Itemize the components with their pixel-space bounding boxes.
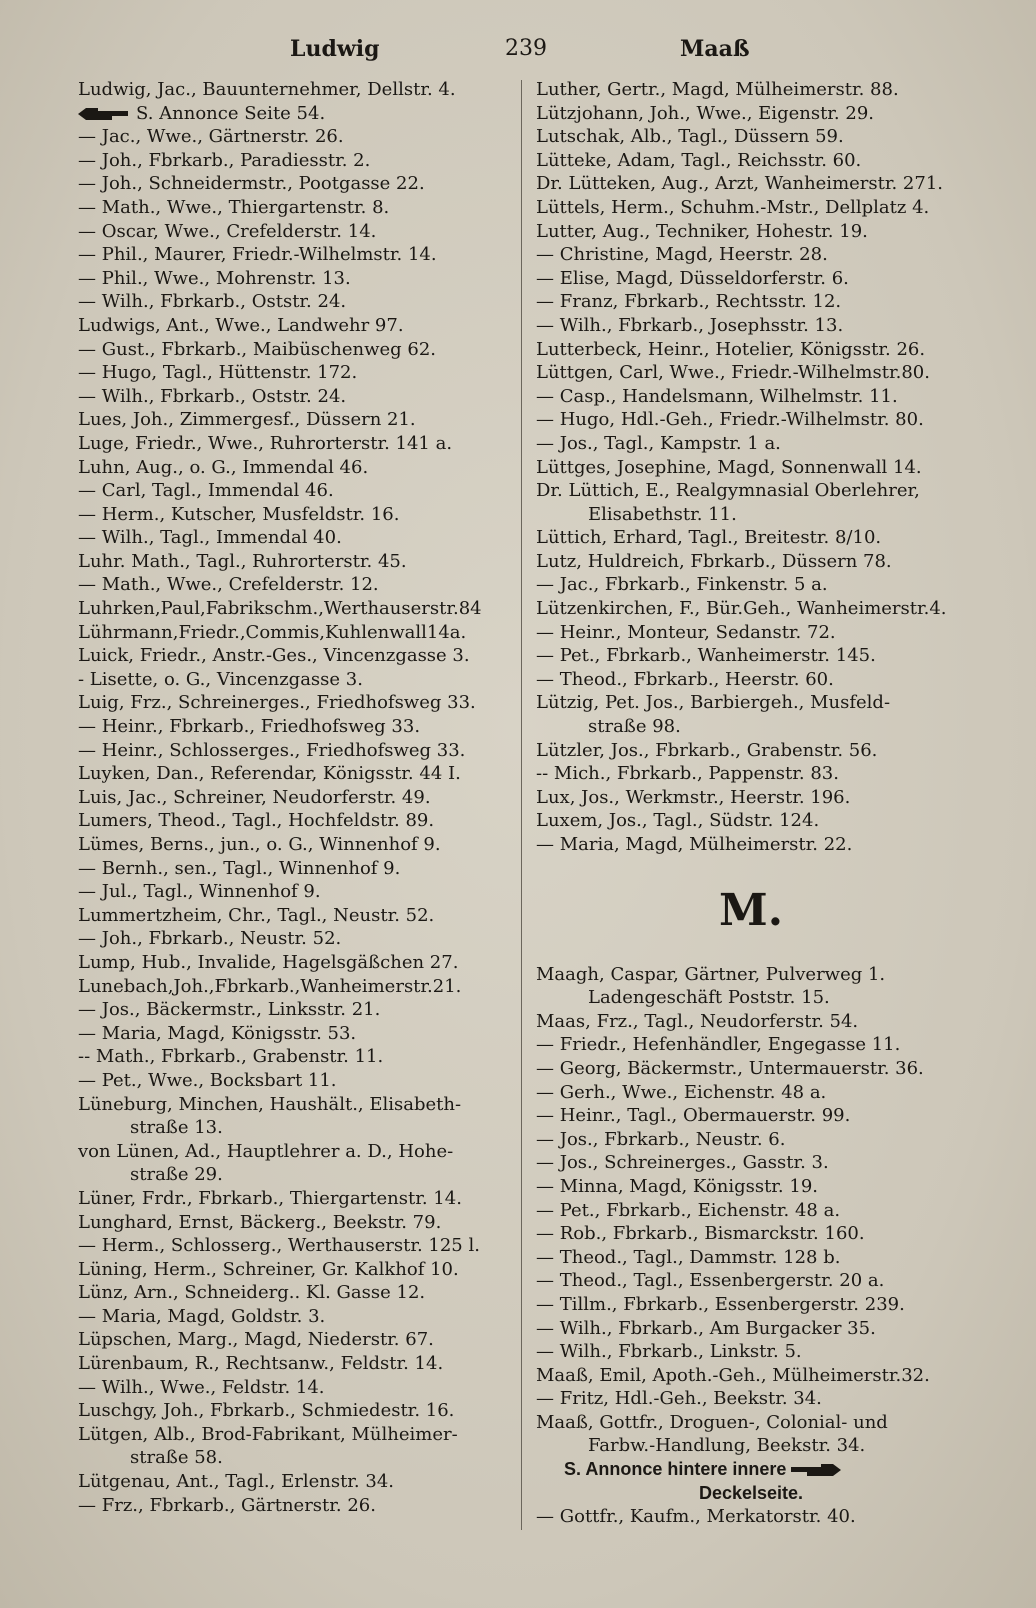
directory-entry: Maaß, Gottfr., Droguen-, Colonial- und — [536, 1411, 888, 1433]
entry-text: Ladengeschäft Poststr. 15. — [588, 987, 830, 1009]
directory-entry: — Joh., Fbrkarb., Paradiesstr. 2. — [78, 149, 371, 171]
directory-entry: — Casp., Handelsmann, Wilhelmstr. 11. — [536, 385, 898, 407]
directory-entry: — Jos., Schreinerges., Gasstr. 3. — [536, 1152, 829, 1174]
section-letter-heading: M. — [718, 884, 784, 936]
directory-entry: — Elise, Magd, Düsseldorferstr. 6. — [536, 267, 849, 289]
directory-entry: — Jos., Fbrkarb., Neustr. 6. — [536, 1128, 786, 1150]
directory-entry: Luhn, Aug., o. G., Immendal 46. — [78, 456, 369, 478]
directory-entry: — Theod., Tagl., Dammstr. 128 b. — [536, 1246, 841, 1268]
directory-entry: — Joh., Schneidermstr., Pootgasse 22. — [78, 173, 425, 195]
directory-entry: Luig, Frz., Schreinerges., Friedhofsweg 33. — [78, 692, 476, 714]
directory-entry: — Math., Wwe., Thiergartenstr. 8. — [78, 196, 390, 218]
directory-entry: Lützig, Pet. Jos., Barbiergeh., Musfeld- — [536, 692, 891, 714]
directory-entry: — Heinr., Fbrkarb., Friedhofsweg 33. — [78, 716, 421, 738]
directory-entry: Lüttgen, Carl, Wwe., Friedr.-Wilhelmstr.80. — [536, 362, 930, 384]
directory-entry-continuation — [78, 1446, 506, 1470]
directory-entry: — Hugo, Hdl.-Geh., Friedr.-Wilhelmstr. 80. — [536, 409, 924, 431]
directory-entry: Lümes, Berns., jun., o. G., Winnenhof 9. — [78, 834, 441, 855]
directory-entry: Lütgenau, Ant., Tagl., Erlenstr. 34. — [78, 1471, 395, 1493]
directory-entry: — Wilh., Fbrkarb., Am Burgacker 35. — [536, 1317, 876, 1339]
directory-entry: Ludwig, Jac., Bauunternehmer, Dellstr. 4. — [78, 79, 456, 100]
directory-entry: — Phil., Maurer, Friedr.-Wilhelmstr. 14. — [78, 244, 437, 266]
directory-entry: — Gerh., Wwe., Eichenstr. 48 a. — [536, 1081, 827, 1103]
directory-entry: - Lisette, o. G., Vincenzgasse 3. — [78, 668, 363, 690]
directory-entry: Lüning, Herm., Schreiner, Gr. Kalkhof 10. — [78, 1258, 459, 1280]
directory-entry: Lüneburg, Minchen, Haushält., Elisabeth- — [78, 1093, 462, 1115]
directory-entry: Lutterbeck, Heinr., Hotelier, Königsstr. 26. — [536, 338, 926, 360]
directory-entry: — Herm., Schlosserg., Werthauserstr. 125 l. — [78, 1235, 480, 1257]
directory-entry: — Pet., Fbrkarb., Wanheimerstr. 145. — [536, 645, 876, 667]
directory-entry: Lütteke, Adam, Tagl., Reichsstr. 60. — [536, 149, 862, 171]
entry-text: Elisabethstr. 11. — [588, 503, 737, 525]
directory-entry-continuation — [78, 1163, 506, 1187]
directory-entry: — Tillm., Fbrkarb., Essenbergerstr. 239. — [536, 1293, 905, 1315]
directory-entry: — Bernh., sen., Tagl., Winnenhof 9. — [78, 857, 401, 879]
left-column — [78, 78, 506, 1517]
directory-entry: — Wilh., Fbrkarb., Oststr. 24. — [78, 291, 347, 313]
directory-entry: — Carl, Tagl., Immendal 46. — [78, 480, 334, 502]
directory-entry: Lürenbaum, R., Rechtsanw., Feldstr. 14. — [78, 1353, 444, 1375]
directory-entry: — Oscar, Wwe., Crefelderstr. 14. — [78, 220, 377, 242]
directory-entry: Lührmann,Friedr.,Commis,Kuhlenwall14a. — [78, 621, 467, 643]
directory-entry: — Franz, Fbrkarb., Rechtsstr. 12. — [536, 291, 842, 313]
directory-entry: — Math., Wwe., Crefelderstr. 12. — [78, 574, 379, 596]
directory-entry: Lutschak, Alb., Tagl., Düssern 59. — [536, 126, 844, 148]
directory-entry: Lüttels, Herm., Schuhm.-Mstr., Dellplatz 4. — [536, 196, 930, 218]
directory-entry: — Maria, Magd, Goldstr. 3. — [78, 1305, 326, 1327]
directory-entry: Lützenkirchen, F., Bür.Geh., Wanheimerstr.4. — [536, 598, 947, 620]
directory-entry: — Wilh., Tagl., Immendal 40. — [78, 527, 342, 549]
directory-entry: — Jos., Bäckermstr., Linksstr. 21. — [78, 999, 381, 1021]
directory-entry: — Christine, Magd, Heerstr. 28. — [536, 244, 828, 266]
directory-entry: Luge, Friedr., Wwe., Ruhrorterstr. 141 a. — [78, 432, 453, 454]
directory-entry: — Herm., Kutscher, Musfeldstr. 16. — [78, 503, 400, 525]
directory-entry: Lüpschen, Marg., Magd, Niederstr. 67. — [78, 1329, 434, 1351]
directory-entry: Lützjohann, Joh., Wwe., Eigenstr. 29. — [536, 102, 875, 124]
directory-entry: Luick, Friedr., Anstr.-Ges., Vincenzgasse 3. — [78, 645, 470, 667]
directory-entry-continuation — [536, 715, 966, 739]
directory-entry: — Jac., Fbrkarb., Finkenstr. 5 a. — [536, 574, 828, 596]
directory-entry: — Wilh., Fbrkarb., Linkstr. 5. — [536, 1341, 802, 1363]
directory-entry: Lutter, Aug., Techniker, Hohestr. 19. — [536, 220, 868, 242]
directory-entry: Lüttich, Erhard, Tagl., Breitestr. 8/10. — [536, 527, 882, 549]
directory-entry: — Phil., Wwe., Mohrenstr. 13. — [78, 267, 351, 289]
directory-entry: Luis, Jac., Schreiner, Neudorferstr. 49. — [78, 786, 431, 808]
directory-entry: — Heinr., Schlosserges., Friedhofsweg 33. — [78, 739, 466, 761]
directory-entry: — Wilh., Wwe., Feldstr. 14. — [78, 1376, 325, 1398]
advertisement-note — [536, 1458, 966, 1482]
directory-entry: — Friedr., Hefenhändler, Engegasse 11. — [536, 1034, 901, 1056]
directory-entry-continuation — [78, 102, 506, 126]
directory-entry: Maagh, Caspar, Gärtner, Pulverweg 1. — [536, 963, 886, 985]
directory-entry: Lunghard, Ernst, Bäckerg., Beekstr. 79. — [78, 1211, 442, 1233]
directory-entry: Lünz, Arn., Schneiderg.. Kl. Gasse 12. — [78, 1282, 426, 1304]
directory-entry: Lütgen, Alb., Brod-Fabrikant, Mülheimer- — [78, 1423, 458, 1445]
directory-entry: — Jos., Tagl., Kampstr. 1 a. — [536, 432, 781, 454]
entry-text: straße 98. — [588, 716, 681, 738]
directory-entry: Maaß, Emil, Apoth.-Geh., Mülheimerstr.32. — [536, 1364, 930, 1386]
directory-entry: Lux, Jos., Werkmstr., Heerstr. 196. — [536, 786, 851, 808]
directory-entry: — Wilh., Fbrkarb., Josephsstr. 13. — [536, 314, 844, 336]
directory-entry: Dr. Lüttich, E., Realgymnasial Oberlehrer, — [536, 480, 920, 502]
pointing-hand-icon — [791, 1463, 841, 1477]
header-left-keyword: Ludwig — [290, 36, 380, 62]
directory-entry: Luschgy, Joh., Fbrkarb., Schmiedestr. 16. — [78, 1400, 455, 1422]
pointing-hand-icon — [78, 107, 128, 121]
directory-entry: — Maria, Magd, Königsstr. 53. — [78, 1022, 357, 1044]
directory-entry: — Gust., Fbrkarb., Maibüschenweg 62. — [78, 338, 436, 360]
directory-entry: — Minna, Magd, Königsstr. 19. — [536, 1175, 818, 1197]
entry-text: S. Annonce Seite 54. — [136, 102, 326, 124]
directory-entry: Lützler, Jos., Fbrkarb., Grabenstr. 56. — [536, 739, 878, 761]
directory-entry-continuation — [536, 986, 966, 1010]
directory-entry: Luhr. Math., Tagl., Ruhrorterstr. 45. — [78, 550, 407, 572]
directory-entry-continuation — [78, 1116, 506, 1140]
directory-entry: Luyken, Dan., Referendar, Königsstr. 44 I. — [78, 763, 461, 785]
directory-entry: Lummertzheim, Chr., Tagl., Neustr. 52. — [78, 904, 435, 926]
header-right-keyword: Maaß — [680, 36, 750, 62]
directory-entry: Lump, Hub., Invalide, Hagelsgäßchen 27. — [78, 951, 459, 973]
directory-entry: — Hugo, Tagl., Hüttenstr. 172. — [78, 362, 358, 384]
directory-entry: — Heinr., Monteur, Sedanstr. 72. — [536, 621, 836, 643]
directory-entry: Lunebach,Joh.,Fbrkarb.,Wanheimerstr.21. — [78, 975, 462, 997]
directory-entry: Lumers, Theod., Tagl., Hochfeldstr. 89. — [78, 810, 435, 832]
directory-entry: Dr. Lütteken, Aug., Arzt, Wanheimerstr. 271. — [536, 173, 944, 195]
entry-text: Deckelseite. — [698, 1482, 804, 1503]
directory-entry: — Maria, Magd, Mülheimerstr. 22. — [536, 834, 853, 855]
directory-entry: Lüner, Frdr., Fbrkarb., Thiergartenstr. 14. — [78, 1187, 462, 1209]
directory-entry: — Pet., Wwe., Bocksbart 11. — [78, 1069, 337, 1091]
directory-entry: Luhrken,Paul,Fabrikschm.,Werthauserstr.84 — [78, 598, 482, 620]
directory-entry: — Joh., Fbrkarb., Neustr. 52. — [78, 928, 342, 950]
directory-entry: Luther, Gertr., Magd, Mülheimerstr. 88. — [536, 79, 899, 100]
directory-entry: Maas, Frz., Tagl., Neudorferstr. 54. — [536, 1010, 859, 1032]
right-column — [536, 78, 966, 1529]
directory-entry: -- Math., Fbrkarb., Grabenstr. 11. — [78, 1046, 384, 1068]
directory-entry: von Lünen, Ad., Hauptlehrer a. D., Hohe- — [78, 1140, 454, 1162]
entry-text: straße 13. — [130, 1117, 223, 1139]
directory-entry: — Fritz, Hdl.-Geh., Beekstr. 34. — [536, 1388, 822, 1410]
directory-entry: — Pet., Fbrkarb., Eichenstr. 48 a. — [536, 1199, 841, 1221]
advertisement-note — [536, 1482, 966, 1506]
entry-text: straße 29. — [130, 1164, 223, 1186]
directory-entry: Lues, Joh., Zimmergesf., Düssern 21. — [78, 409, 416, 431]
directory-entry: -- Mich., Fbrkarb., Pappenstr. 83. — [536, 763, 839, 785]
directory-entry: — Rob., Fbrkarb., Bismarckstr. 160. — [536, 1223, 865, 1245]
directory-entry: — Jul., Tagl., Winnenhof 9. — [78, 881, 321, 903]
directory-entry-continuation — [536, 503, 966, 527]
directory-entry: Lutz, Huldreich, Fbrkarb., Düssern 78. — [536, 550, 892, 572]
directory-entry: Luxem, Jos., Tagl., Südstr. 124. — [536, 810, 820, 832]
directory-entry: Lüttges, Josephine, Magd, Sonnenwall 14. — [536, 456, 922, 478]
directory-entry: — Georg, Bäckermstr., Untermauerstr. 36. — [536, 1057, 924, 1079]
page-header — [80, 30, 960, 70]
page-number: 239 — [505, 36, 547, 61]
entry-text: S. Annonce hintere innere — [564, 1459, 787, 1480]
entry-text: Farbw.-Handlung, Beekstr. 34. — [588, 1435, 866, 1457]
directory-entry: — Wilh., Fbrkarb., Oststr. 24. — [78, 385, 347, 407]
directory-entry: — Jac., Wwe., Gärtnerstr. 26. — [78, 126, 344, 148]
directory-entry: — Heinr., Tagl., Obermauerstr. 99. — [536, 1105, 851, 1127]
entry-text: straße 58. — [130, 1447, 223, 1469]
column-divider — [521, 80, 522, 1530]
directory-entry: — Theod., Fbrkarb., Heerstr. 60. — [536, 668, 834, 690]
directory-entry: — Gottfr., Kaufm., Merkatorstr. 40. — [536, 1506, 856, 1528]
directory-entry: Ludwigs, Ant., Wwe., Landwehr 97. — [78, 314, 404, 336]
directory-entry: — Frz., Fbrkarb., Gärtnerstr. 26. — [78, 1494, 376, 1516]
directory-entry: — Theod., Tagl., Essenbergerstr. 20 a. — [536, 1270, 885, 1292]
directory-entry-continuation — [536, 1434, 966, 1458]
